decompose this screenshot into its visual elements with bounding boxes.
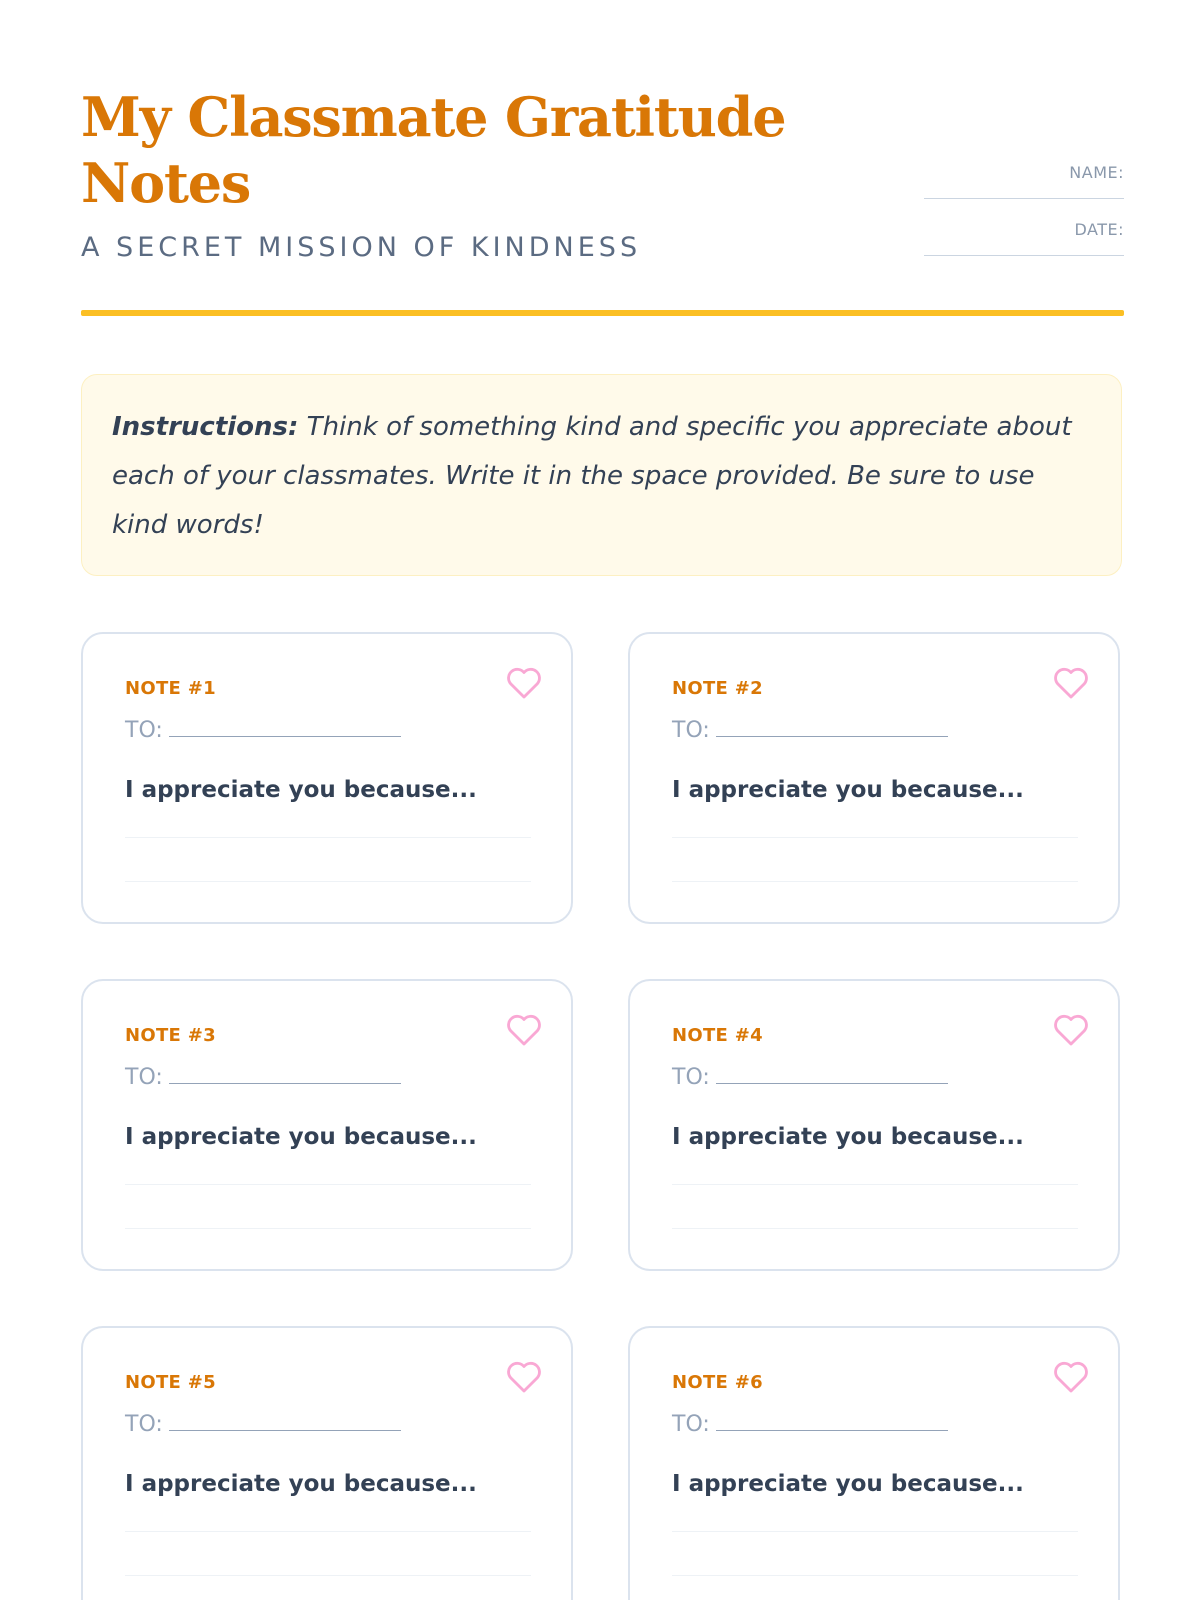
name-date-fields	[924, 162, 1124, 276]
writing-line[interactable]	[125, 1228, 531, 1229]
writing-line[interactable]	[672, 1531, 1078, 1532]
writing-line[interactable]	[672, 837, 1078, 838]
name-label: NAME:	[1069, 163, 1124, 182]
writing-line[interactable]	[125, 881, 531, 882]
note-label: NOTE #3	[125, 1025, 216, 1046]
heart-icon	[1052, 1011, 1090, 1047]
note-to-line	[169, 1430, 401, 1431]
writing-line[interactable]	[672, 1575, 1078, 1576]
note-prompt: I appreciate you because...	[672, 1471, 1024, 1497]
writing-line[interactable]	[672, 881, 1078, 882]
note-label: NOTE #6	[672, 1372, 763, 1393]
note-to-label: TO:	[125, 1065, 163, 1090]
note-to-field[interactable]	[125, 718, 401, 743]
note-to-line	[716, 1083, 948, 1084]
header-divider	[81, 310, 1124, 316]
name-line[interactable]	[924, 184, 1124, 199]
date-line[interactable]	[924, 241, 1124, 256]
writing-line[interactable]	[125, 1531, 531, 1532]
note-card	[81, 632, 573, 924]
heart-icon	[505, 664, 543, 700]
note-prompt: I appreciate you because...	[125, 1124, 477, 1150]
note-to-field[interactable]	[672, 718, 948, 743]
note-card	[81, 979, 573, 1271]
note-to-label: TO:	[672, 1065, 710, 1090]
note-to-field[interactable]	[125, 1412, 401, 1437]
heart-icon	[505, 1358, 543, 1394]
note-prompt: I appreciate you because...	[672, 1124, 1024, 1150]
instructions-text: Think of something kind and specific you appreciate about each of your classmates. Write it in the space provided. Be sure to use kind words!	[112, 412, 1072, 540]
note-to-line	[169, 1083, 401, 1084]
note-card	[628, 1326, 1120, 1600]
note-prompt: I appreciate you because...	[672, 777, 1024, 803]
note-to-field[interactable]	[672, 1065, 948, 1090]
note-to-line	[169, 736, 401, 737]
page-subtitle: A SECRET MISSION OF KINDNESS	[81, 232, 642, 263]
note-to-line	[716, 736, 948, 737]
note-to-label: TO:	[125, 718, 163, 743]
note-card	[628, 632, 1120, 924]
date-label: DATE:	[1074, 220, 1124, 239]
writing-line[interactable]	[125, 837, 531, 838]
worksheet-header	[81, 84, 1124, 316]
heart-icon	[1052, 1358, 1090, 1394]
writing-line[interactable]	[125, 1184, 531, 1185]
note-to-label: TO:	[125, 1412, 163, 1437]
note-card	[81, 1326, 573, 1600]
note-to-line	[716, 1430, 948, 1431]
note-label: NOTE #5	[125, 1372, 216, 1393]
writing-line[interactable]	[125, 1575, 531, 1576]
note-label: NOTE #2	[672, 678, 763, 699]
note-label: NOTE #4	[672, 1025, 763, 1046]
note-prompt: I appreciate you because...	[125, 777, 477, 803]
note-to-label: TO:	[672, 1412, 710, 1437]
writing-line[interactable]	[672, 1228, 1078, 1229]
instructions-label: Instructions:	[112, 412, 299, 442]
note-label: NOTE #1	[125, 678, 216, 699]
heart-icon	[505, 1011, 543, 1047]
note-card	[628, 979, 1120, 1271]
note-to-field[interactable]	[125, 1065, 401, 1090]
note-to-field[interactable]	[672, 1412, 948, 1437]
writing-line[interactable]	[672, 1184, 1078, 1185]
note-prompt: I appreciate you because...	[125, 1471, 477, 1497]
note-to-label: TO:	[672, 718, 710, 743]
instructions-box	[81, 374, 1122, 576]
heart-icon	[1052, 664, 1090, 700]
page-title: My Classmate Gratitude Notes	[81, 85, 786, 215]
